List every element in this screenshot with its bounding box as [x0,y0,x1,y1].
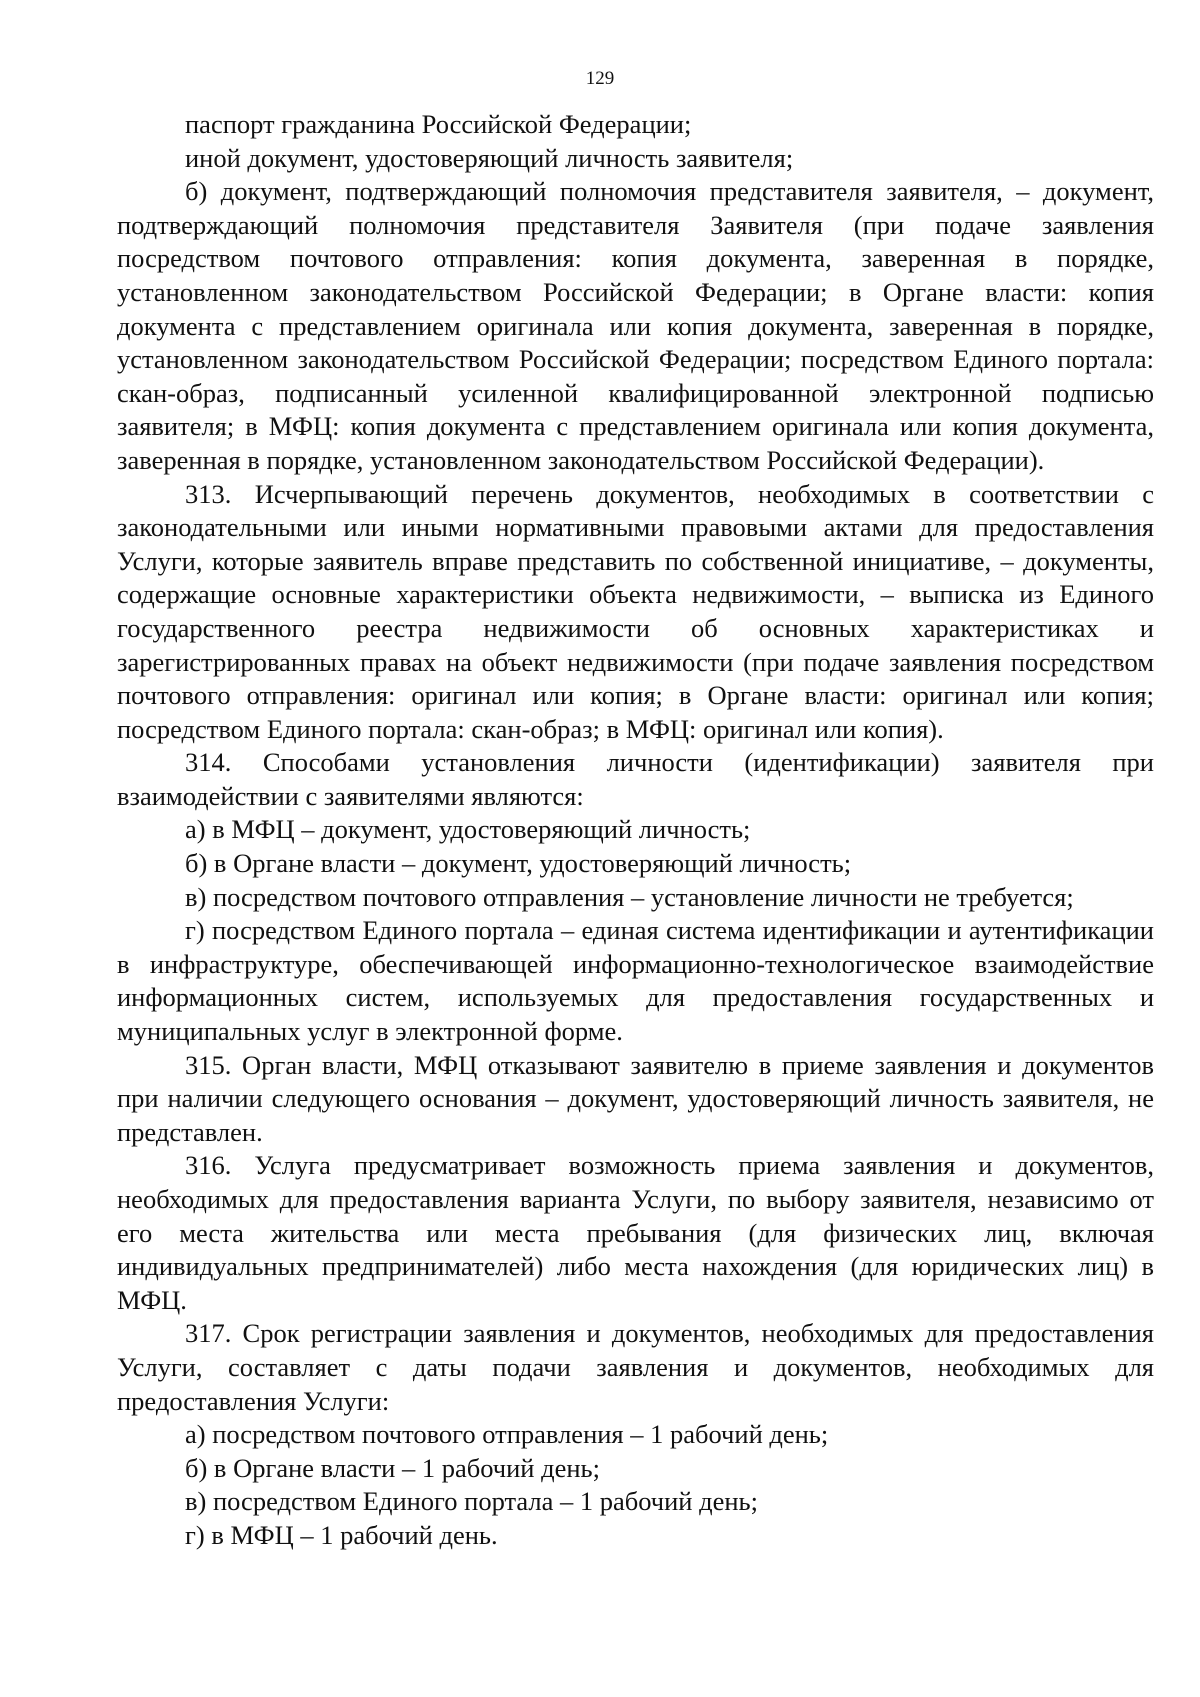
document-body [117,108,1154,1553]
paragraph-314: 314. Способами установления личности (идентификации) заявителя при взаимодействии с заявителями являются: [117,747,1154,811]
list-item-314-a: а) в МФЦ – документ, удостоверяющий личность; [185,814,751,845]
paragraph-316: 316. Услуга предусматривает возможность приема заявления и документов, необходимых для предоставления варианта Услуги, по выбору заявителя, независимо от его места жительства или места пребывания (для физических лиц, включая индивидуальных предпринимателей) либо места нахождения (для юридических лиц) в МФЦ. [117,1150,1154,1315]
list-item-314-g: г) посредством Единого портала – единая система идентификации и аутентификации в инфраструктуре, обеспечивающей информационно-технологическое взаимодействие информационных систем, используемых для предоставления государственных и муниципальных услуг в электронной форме. [117,915,1154,1047]
paragraph-315: 315. Орган власти, МФЦ отказывают заявителю в приеме заявления и документов при наличии следующего основания – документ, удостоверяющий личность заявителя, не представлен. [117,1049,1154,1147]
list-item-317-v: в) посредством Единого портала – 1 рабочий день; [185,1486,758,1517]
paragraph-passport: паспорт гражданина Российской Федерации; [185,109,692,139]
paragraph-317: 317. Срок регистрации заявления и документов, необходимых для предоставления Услуги, составляет с даты подачи заявления и документов, необходимых для предоставления Услуги: [117,1318,1154,1416]
paragraph-representative-authority: б) документ, подтверждающий полномочия представителя заявителя, – документ, подтверждающий полномочия представителя Заявителя (при подаче заявления посредством почтового отправления: копия документа, заверенная в порядке, установленном законодательством Российской Федерации; в Органе власти: копия документа с представлением оригинала или копия документа, заверенная в порядке, установленном законодательством Российской Федерации; посредством Единого портала: скан-образ, подписанный усиленной квалифицированной электронной подписью заявителя; в МФЦ: копия документа с представлением оригинала или копия документа, заверенная в порядке, установленном законодательством Российской Федерации). [117,176,1154,475]
paragraph-other-id-document: иной документ, удостоверяющий личность заявителя; [185,142,794,173]
list-item-317-g: г) в МФЦ – 1 рабочий день. [185,1519,498,1550]
list-item-314-b: б) в Органе власти – документ, удостоверяющий личность; [185,848,852,879]
paragraph-313: 313. Исчерпывающий перечень документов, необходимых в соответствии с законодательными или иными нормативными правовыми актами для предоставления Услуги, которые заявитель вправе представить по собственной инициативе, – документы, содержащие основные характеристики объекта недвижимости, – выписка из Единого государственного реестра недвижимости об основных характеристиках и зарегистрированных правах на объект недвижимости (при подаче заявления посредством почтового отправления: оригинал или копия; в Органе власти: оригинал или копия; посредством Единого портала: скан-образ; в МФЦ: оригинал или копия). [117,478,1154,744]
list-item-314-v: в) посредством почтового отправления – установление личности не требуется; [185,881,1074,912]
list-item-317-a: а) посредством почтового отправления – 1 рабочий день; [185,1419,829,1450]
page-number: 129 [585,68,615,89]
list-item-317-b: б) в Органе власти – 1 рабочий день; [185,1452,600,1483]
